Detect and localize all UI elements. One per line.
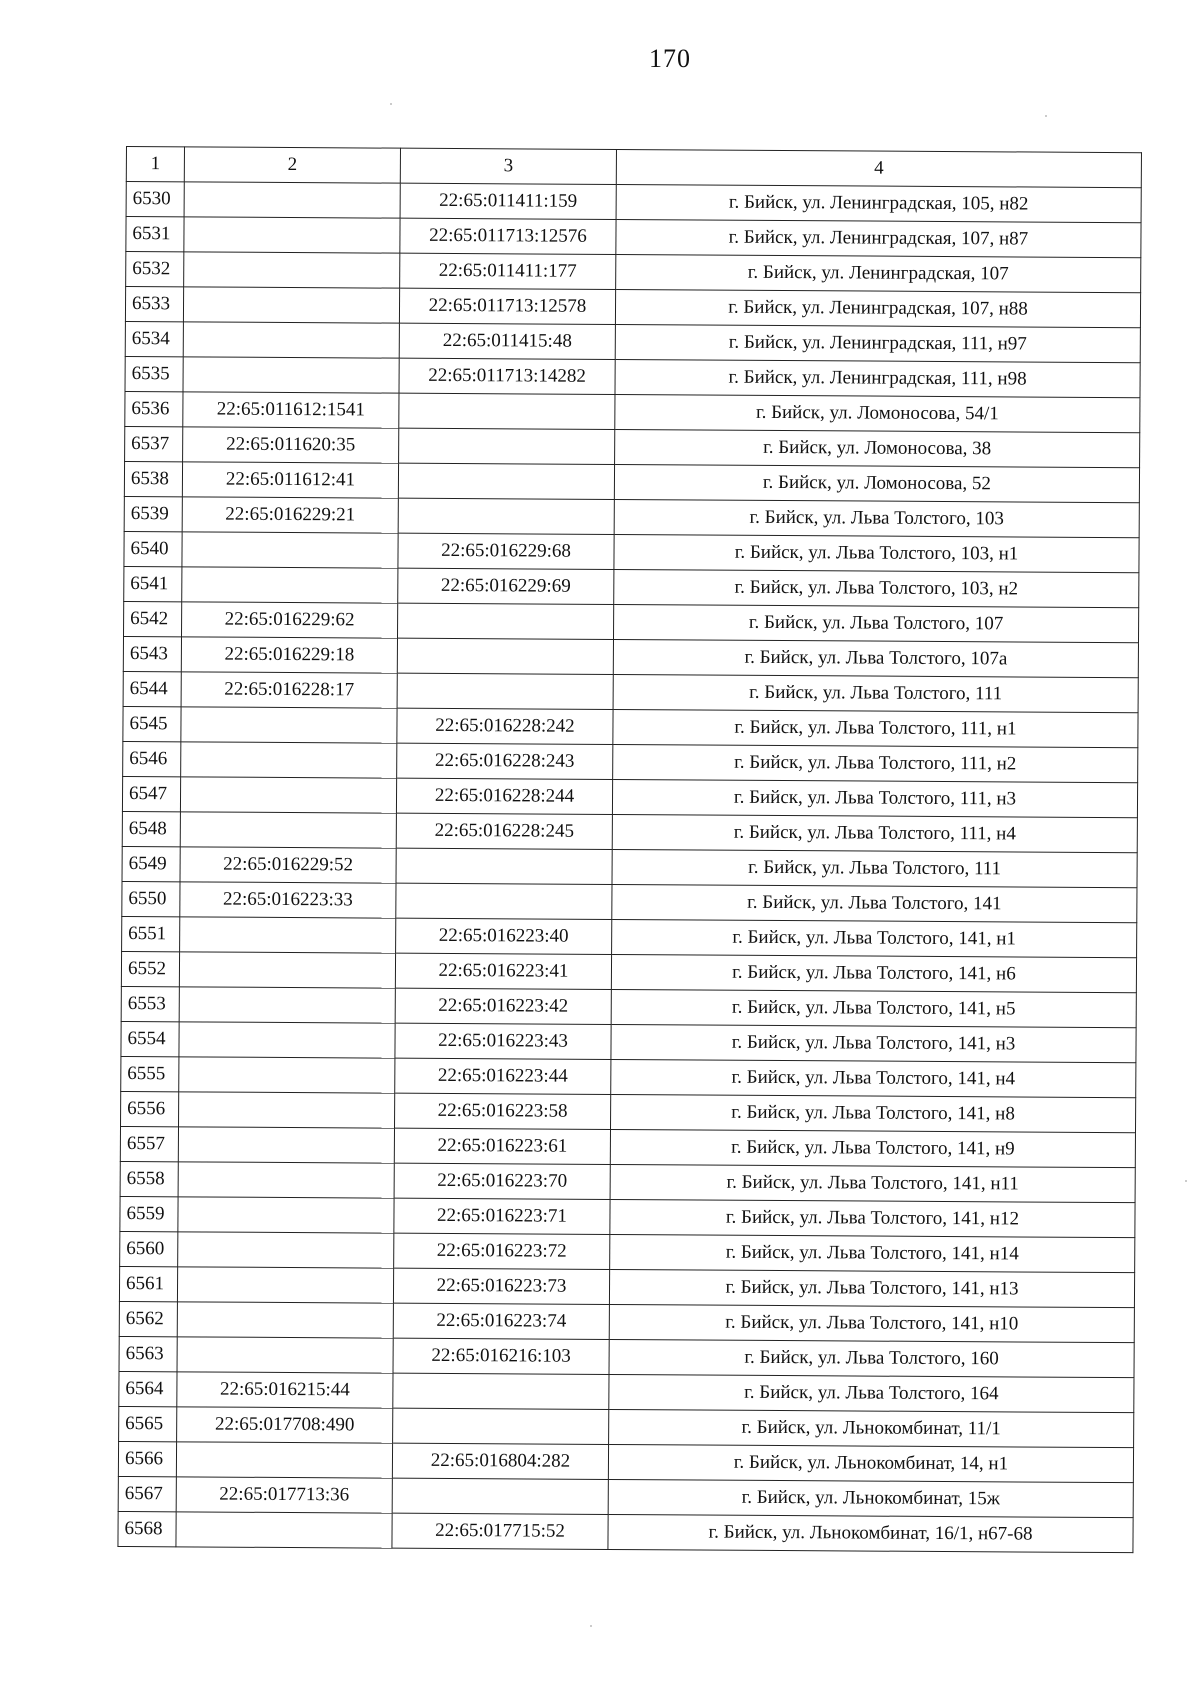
row-number-cell: 6549 — [122, 846, 180, 881]
scan-speck — [390, 103, 392, 105]
column-header: 2 — [184, 147, 400, 183]
building-cadastral-number-cell: 22:65:011411:177 — [400, 253, 616, 289]
address-cell: г. Бийск, ул. Льва Толстого, 141, н13 — [609, 1269, 1134, 1307]
land-cadastral-number-cell — [179, 1057, 395, 1093]
row-number-cell: 6560 — [120, 1231, 178, 1266]
row-number-cell: 6534 — [125, 321, 183, 356]
address-cell: г. Бийск, ул. Ленинградская, 111, н97 — [615, 324, 1140, 362]
building-cadastral-number-cell: 22:65:016223:71 — [394, 1198, 610, 1234]
address-cell: г. Бийск, ул. Ленинградская, 107, н87 — [616, 219, 1141, 257]
address-cell: г. Бийск, ул. Льва Толстого, 164 — [609, 1374, 1134, 1412]
land-cadastral-number-cell — [180, 917, 396, 953]
row-number-cell: 6530 — [126, 182, 184, 217]
building-cadastral-number-cell: 22:65:016228:244 — [396, 778, 612, 814]
building-cadastral-number-cell: 22:65:016228:245 — [396, 813, 612, 849]
row-number-cell: 6533 — [125, 287, 183, 322]
building-cadastral-number-cell — [396, 848, 612, 884]
building-cadastral-number-cell: 22:65:016216:103 — [393, 1338, 609, 1374]
row-number-cell: 6542 — [124, 601, 182, 636]
land-cadastral-number-cell — [176, 1442, 392, 1478]
land-cadastral-number-cell — [179, 952, 395, 988]
address-cell: г. Бийск, ул. Льнокомбинат, 15ж — [608, 1479, 1133, 1517]
row-number-cell: 6561 — [119, 1266, 177, 1301]
registry-table — [117, 146, 1142, 1553]
row-number-cell: 6557 — [120, 1126, 178, 1161]
row-number-cell: 6555 — [121, 1056, 179, 1091]
table-row — [118, 1511, 1133, 1552]
address-cell: г. Бийск, ул. Ленинградская, 107 — [616, 254, 1141, 292]
row-number-cell: 6539 — [124, 496, 182, 531]
address-cell: г. Бийск, ул. Ломоносова, 52 — [614, 464, 1139, 502]
row-number-cell: 6548 — [122, 811, 180, 846]
address-cell: г. Бийск, ул. Льва Толстого, 103 — [614, 499, 1139, 537]
column-header: 4 — [616, 149, 1141, 187]
row-number-cell: 6532 — [126, 252, 184, 287]
land-cadastral-number-cell — [180, 777, 396, 813]
row-number-cell: 6566 — [118, 1441, 176, 1476]
address-cell: г. Бийск, ул. Ленинградская, 111, н98 — [615, 359, 1140, 397]
address-cell: г. Бийск, ул. Льва Толстого, 111 — [613, 674, 1138, 712]
building-cadastral-number-cell: 22:65:016228:242 — [397, 708, 613, 744]
land-cadastral-number-cell — [178, 1197, 394, 1233]
land-cadastral-number-cell — [184, 182, 400, 218]
scan-speck — [1045, 115, 1047, 117]
land-cadastral-number-cell: 22:65:016229:52 — [180, 847, 396, 883]
land-cadastral-number-cell — [184, 252, 400, 288]
land-cadastral-number-cell — [180, 812, 396, 848]
row-number-cell: 6540 — [124, 531, 182, 566]
address-cell: г. Бийск, ул. Ленинградская, 107, н88 — [615, 289, 1140, 327]
building-cadastral-number-cell: 22:65:017715:52 — [392, 1513, 608, 1549]
land-cadastral-number-cell: 22:65:016215:44 — [177, 1372, 393, 1408]
row-number-cell: 6559 — [120, 1196, 178, 1231]
row-number-cell: 6554 — [121, 1021, 179, 1056]
address-cell: г. Бийск, ул. Льва Толстого, 141, н14 — [610, 1234, 1135, 1272]
address-cell: г. Бийск, ул. Льва Толстого, 141, н8 — [611, 1094, 1136, 1132]
address-cell: г. Бийск, ул. Льва Толстого, 141, н5 — [611, 989, 1136, 1027]
address-cell: г. Бийск, ул. Льва Толстого, 111 — [612, 849, 1137, 887]
building-cadastral-number-cell: 22:65:011713:14282 — [399, 358, 615, 394]
row-number-cell: 6547 — [122, 776, 180, 811]
address-cell: г. Бийск, ул. Льва Толстого, 103, н1 — [614, 534, 1139, 572]
row-number-cell: 6543 — [123, 636, 181, 671]
land-cadastral-number-cell — [182, 567, 398, 603]
row-number-cell: 6531 — [126, 217, 184, 252]
land-cadastral-number-cell — [181, 707, 397, 743]
building-cadastral-number-cell — [397, 603, 613, 639]
address-cell: г. Бийск, ул. Льва Толстого, 141, н12 — [610, 1199, 1135, 1237]
land-cadastral-number-cell — [179, 1022, 395, 1058]
address-cell: г. Бийск, ул. Льва Толстого, 141, н3 — [611, 1024, 1136, 1062]
building-cadastral-number-cell: 22:65:016223:44 — [395, 1058, 611, 1094]
row-number-cell: 6553 — [121, 986, 179, 1021]
building-cadastral-number-cell — [393, 1373, 609, 1409]
address-cell: г. Бийск, ул. Льва Толстого, 141 — [612, 884, 1137, 922]
row-number-cell: 6568 — [118, 1511, 176, 1546]
row-number-cell: 6541 — [124, 566, 182, 601]
building-cadastral-number-cell: 22:65:016223:42 — [395, 988, 611, 1024]
land-cadastral-number-cell — [177, 1302, 393, 1338]
address-cell: г. Бийск, ул. Льва Толстого, 107а — [613, 639, 1138, 677]
land-cadastral-number-cell — [183, 322, 399, 358]
row-number-cell: 6546 — [123, 741, 181, 776]
building-cadastral-number-cell: 22:65:016229:69 — [398, 568, 614, 604]
address-cell: г. Бийск, ул. Льва Толстого, 107 — [613, 604, 1138, 642]
address-cell: г. Бийск, ул. Льва Толстого, 141, н4 — [611, 1059, 1136, 1097]
page-number: 170 — [649, 44, 691, 73]
scan-speck — [590, 1625, 592, 1627]
row-number-cell: 6545 — [123, 706, 181, 741]
land-cadastral-number-cell — [178, 1127, 394, 1163]
building-cadastral-number-cell: 22:65:016223:70 — [394, 1163, 610, 1199]
row-number-cell: 6535 — [125, 356, 183, 391]
land-cadastral-number-cell — [176, 1512, 392, 1548]
building-cadastral-number-cell: 22:65:016228:243 — [397, 743, 613, 779]
address-cell: г. Бийск, ул. Льва Толстого, 141, н1 — [612, 919, 1137, 957]
building-cadastral-number-cell: 22:65:016223:72 — [394, 1233, 610, 1269]
address-cell: г. Бийск, ул. Льва Толстого, 111, н3 — [612, 779, 1137, 817]
row-number-cell: 6544 — [123, 671, 181, 706]
row-number-cell: 6536 — [125, 391, 183, 426]
row-number-cell: 6563 — [119, 1336, 177, 1371]
land-cadastral-number-cell — [177, 1337, 393, 1373]
row-number-cell: 6551 — [122, 916, 180, 951]
land-cadastral-number-cell: 22:65:016229:21 — [182, 497, 398, 533]
row-number-cell: 6562 — [119, 1301, 177, 1336]
building-cadastral-number-cell: 22:65:016223:74 — [393, 1303, 609, 1339]
address-cell: г. Бийск, ул. Льва Толстого, 141, н6 — [611, 954, 1136, 992]
building-cadastral-number-cell: 22:65:011713:12578 — [399, 288, 615, 324]
land-cadastral-number-cell — [179, 987, 395, 1023]
building-cadastral-number-cell: 22:65:011713:12576 — [400, 218, 616, 254]
land-cadastral-number-cell — [182, 532, 398, 568]
building-cadastral-number-cell — [398, 498, 614, 534]
land-cadastral-number-cell: 22:65:011612:1541 — [183, 392, 399, 428]
address-cell: г. Бийск, ул. Льва Толстого, 111, н4 — [612, 814, 1137, 852]
building-cadastral-number-cell — [397, 638, 613, 674]
land-cadastral-number-cell — [178, 1232, 394, 1268]
building-cadastral-number-cell — [396, 883, 612, 919]
column-header: 1 — [126, 147, 184, 182]
land-cadastral-number-cell — [177, 1267, 393, 1303]
land-cadastral-number-cell — [183, 287, 399, 323]
address-cell: г. Бийск, ул. Льнокомбинат, 11/1 — [609, 1409, 1134, 1447]
row-number-cell: 6558 — [120, 1161, 178, 1196]
building-cadastral-number-cell: 22:65:016223:40 — [396, 918, 612, 954]
address-cell: г. Бийск, ул. Льва Толстого, 103, н2 — [614, 569, 1139, 607]
scan-speck — [1185, 1180, 1187, 1182]
row-number-cell: 6565 — [119, 1406, 177, 1441]
address-cell: г. Бийск, ул. Льва Толстого, 141, н9 — [610, 1129, 1135, 1167]
row-number-cell: 6538 — [124, 461, 182, 496]
row-number-cell: 6552 — [121, 951, 179, 986]
address-cell: г. Бийск, ул. Льва Толстого, 141, н10 — [609, 1304, 1134, 1342]
address-cell: г. Бийск, ул. Льва Толстого, 111, н1 — [613, 709, 1138, 747]
row-number-cell: 6556 — [121, 1091, 179, 1126]
land-cadastral-number-cell: 22:65:011620:35 — [183, 427, 399, 463]
building-cadastral-number-cell — [399, 393, 615, 429]
land-cadastral-number-cell — [179, 1092, 395, 1128]
building-cadastral-number-cell: 22:65:016223:43 — [395, 1023, 611, 1059]
row-number-cell: 6550 — [122, 881, 180, 916]
building-cadastral-number-cell — [393, 1408, 609, 1444]
land-cadastral-number-cell: 22:65:016229:18 — [181, 637, 397, 673]
address-cell: г. Бийск, ул. Льнокомбинат, 14, н1 — [608, 1444, 1133, 1482]
registry-table-body — [118, 147, 1142, 1553]
building-cadastral-number-cell — [397, 673, 613, 709]
row-number-cell: 6564 — [119, 1371, 177, 1406]
address-cell: г. Бийск, ул. Льва Толстого, 111, н2 — [613, 744, 1138, 782]
building-cadastral-number-cell: 22:65:011411:159 — [400, 183, 616, 219]
land-cadastral-number-cell — [183, 357, 399, 393]
address-cell: г. Бийск, ул. Ленинградская, 105, н82 — [616, 184, 1141, 222]
building-cadastral-number-cell: 22:65:011415:48 — [399, 323, 615, 359]
land-cadastral-number-cell: 22:65:017708:490 — [177, 1407, 393, 1443]
land-cadastral-number-cell — [184, 217, 400, 253]
land-cadastral-number-cell — [181, 742, 397, 778]
address-cell: г. Бийск, ул. Ломоносова, 38 — [615, 429, 1140, 467]
row-number-cell: 6567 — [118, 1476, 176, 1511]
building-cadastral-number-cell — [392, 1478, 608, 1514]
building-cadastral-number-cell: 22:65:016223:58 — [395, 1093, 611, 1129]
building-cadastral-number-cell: 22:65:016223:73 — [393, 1268, 609, 1304]
building-cadastral-number-cell — [398, 463, 614, 499]
land-cadastral-number-cell: 22:65:017713:36 — [176, 1477, 392, 1513]
address-cell: г. Бийск, ул. Льва Толстого, 141, н11 — [610, 1164, 1135, 1202]
building-cadastral-number-cell: 22:65:016804:282 — [392, 1443, 608, 1479]
building-cadastral-number-cell: 22:65:016223:61 — [394, 1128, 610, 1164]
address-cell: г. Бийск, ул. Льнокомбинат, 16/1, н67-68 — [608, 1514, 1133, 1552]
land-cadastral-number-cell: 22:65:011612:41 — [182, 462, 398, 498]
land-cadastral-number-cell — [178, 1162, 394, 1198]
land-cadastral-number-cell: 22:65:016229:62 — [182, 602, 398, 638]
address-cell: г. Бийск, ул. Льва Толстого, 160 — [609, 1339, 1134, 1377]
land-cadastral-number-cell: 22:65:016223:33 — [180, 882, 396, 918]
building-cadastral-number-cell: 22:65:016229:68 — [398, 533, 614, 569]
building-cadastral-number-cell — [399, 428, 615, 464]
building-cadastral-number-cell: 22:65:016223:41 — [395, 953, 611, 989]
land-cadastral-number-cell: 22:65:016228:17 — [181, 672, 397, 708]
row-number-cell: 6537 — [125, 426, 183, 461]
address-cell: г. Бийск, ул. Ломоносова, 54/1 — [615, 394, 1140, 432]
column-header: 3 — [400, 148, 616, 184]
